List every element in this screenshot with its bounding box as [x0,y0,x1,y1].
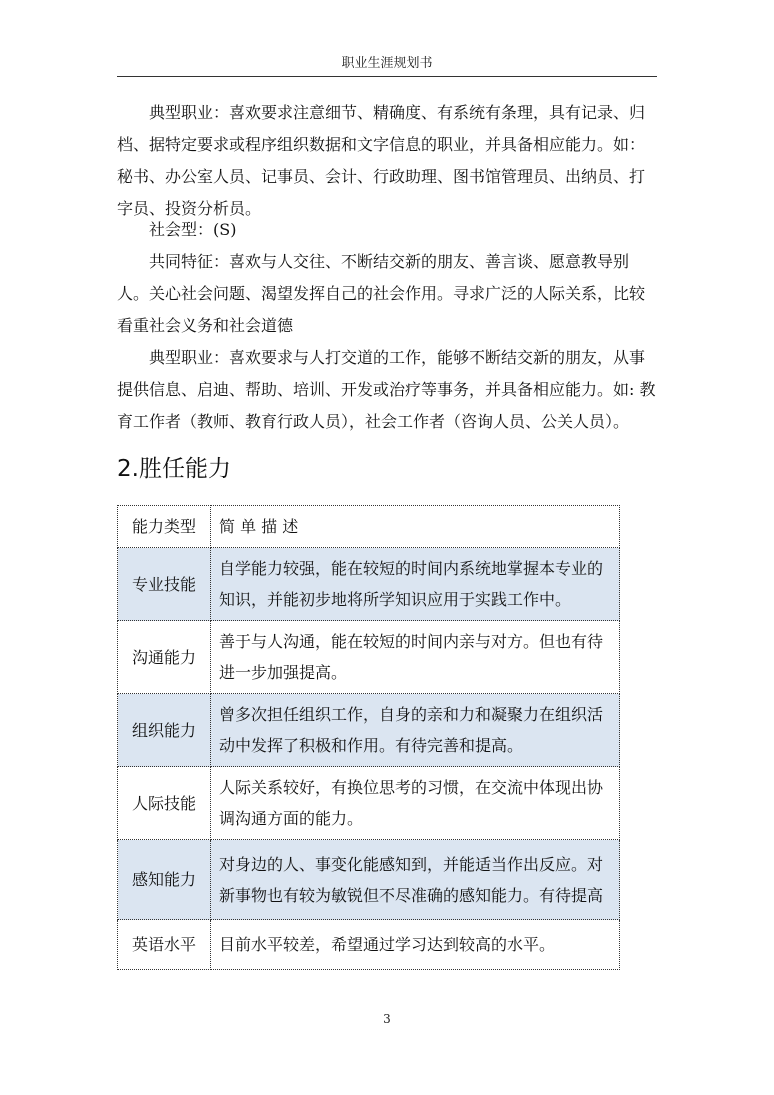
ability-type: 专业技能 [118,548,211,621]
ability-type: 英语水平 [118,920,211,970]
ability-desc: 目前水平较差，希望通过学习达到较高的水平。 [211,920,620,970]
ability-type: 组织能力 [118,694,211,767]
ability-desc: 对身边的人、事变化能感知到，并能适当作出反应。对新事物也有较为敏锐但不尽准确的感知能力。有待提高 [211,840,620,920]
table-row [118,920,620,970]
table-header-desc: 简 单 描 述 [211,506,620,548]
ability-type: 人际技能 [118,767,211,840]
table-header-row [118,506,620,548]
ability-table [117,505,620,970]
table-header-type: 能力类型 [118,506,211,548]
ability-type: 感知能力 [118,840,211,920]
paragraph-social-type: 社会型：(S) [149,220,237,239]
table-row [118,767,620,840]
page-number: 3 [383,1012,391,1026]
ability-desc: 善于与人沟通，能在较短的时间内亲与对方。但也有待进一步加强提高。 [211,621,620,694]
paragraph-social-traits: 共同特征：喜欢与人交往、不断结交新的朋友、善言谈、愿意教导别人。关心社会问题、渴望发挥自己的社会作用。寻求广泛的人际关系，比较看重社会义务和社会道德 [117,252,646,335]
paragraph-typical-jobs-social: 典型职业：喜欢要求与人打交道的工作，能够不断结交新的朋友，从事提供信息、启迪、帮助、培训、开发或治疗等事务，并具备相应能力。如: 教育工作者（教师、教育行政人员），社会工作者（咨询人员、公关人员）。 [117,348,656,431]
ability-type: 沟通能力 [118,621,211,694]
table-row [118,694,620,767]
ability-desc: 曾多次担任组织工作，自身的亲和力和凝聚力在组织活动中发挥了积极和作用。有待完善和提高。 [211,694,620,767]
section-title: 2.胜任能力 [117,456,231,482]
table-row [118,621,620,694]
ability-desc: 人际关系较好，有换位思考的习惯，在交流中体现出协调沟通方面的能力。 [211,767,620,840]
table-row [118,548,620,621]
header-title: 职业生涯规划书 [341,56,433,71]
ability-desc: 自学能力较强，能在较短的时间内系统地掌握本专业的知识，并能初步地将所学知识应用于实践工作中。 [211,548,620,621]
paragraph-typical-jobs-conventional: 典型职业：喜欢要求注意细节、精确度、有系统有条理，具有记录、归档、据特定要求或程序组织数据和文字信息的职业，并具备相应能力。如：秘书、办公室人员、记事员、会计、行政助理、图书馆管理员、出纳员、打字员、投资分析员。 [117,103,646,218]
header-divider [117,76,657,77]
table-row [118,840,620,920]
